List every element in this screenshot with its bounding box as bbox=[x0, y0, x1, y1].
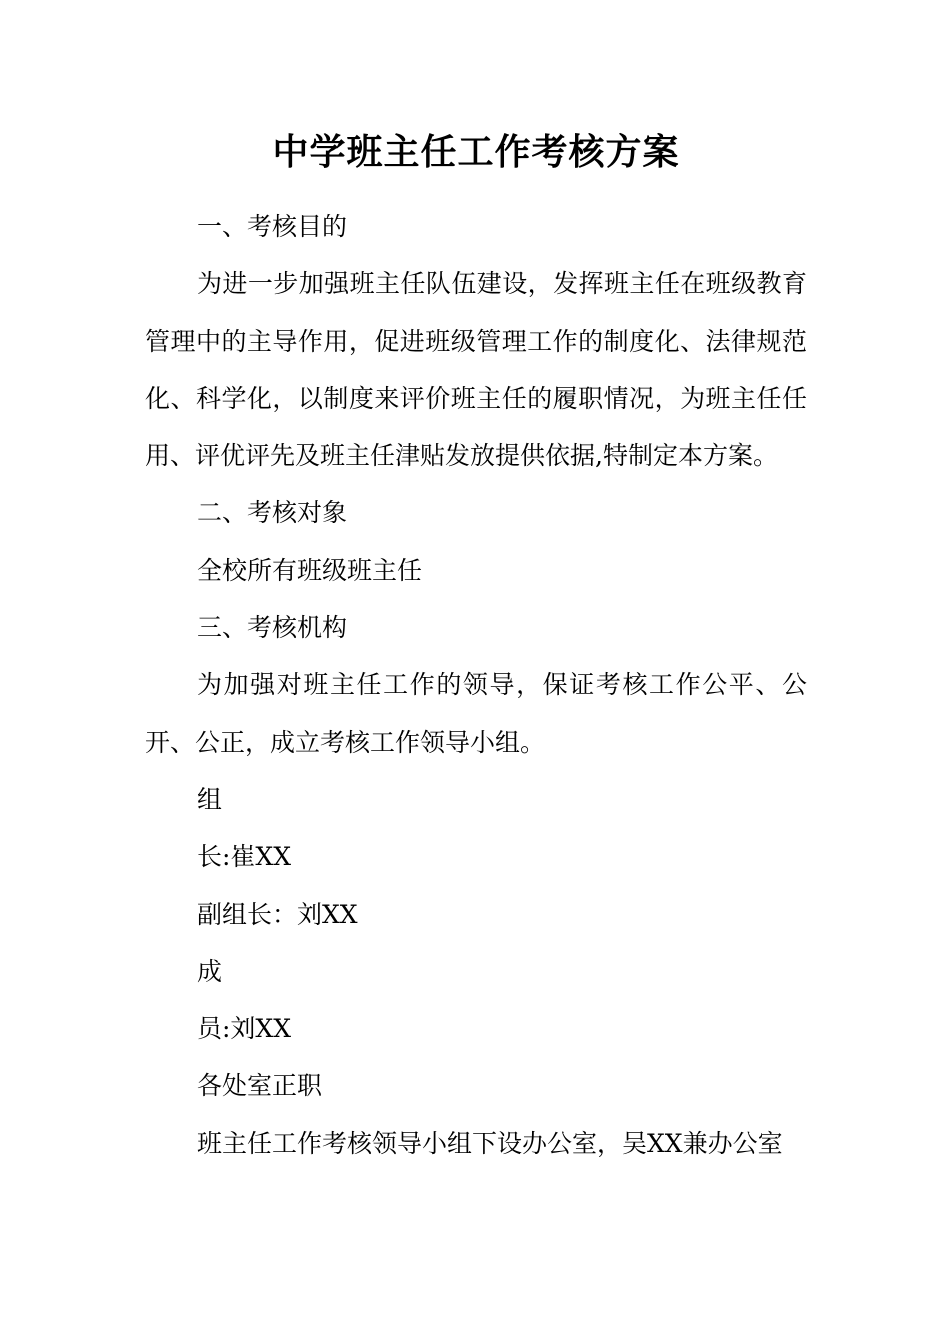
paragraph-purpose: 为进一步加强班主任队伍建设，发挥班主任在班级教育管理中的主导作用，促进班级管理工作的制度化、法律规范化、科学化，以制度来评价班主任的履职情况，为班主任任用、评优评先及班主任津贴发放提供依据,特制定本方案。 bbox=[145, 269, 807, 471]
section-heading-target: 二、考核对象 bbox=[197, 498, 348, 528]
leader-label-part1: 组 bbox=[197, 784, 223, 814]
paragraph-organization: 为加强对班主任工作的领导，保证考核工作公平、公开、公正，成立考核工作领导小组。 bbox=[145, 670, 807, 757]
member-label-part1: 成 bbox=[197, 956, 223, 986]
paragraph-target: 全校所有班级班主任 bbox=[197, 555, 423, 585]
leader-line: 长:崔XX bbox=[197, 842, 292, 872]
member-departments-line: 各处室正职 bbox=[197, 1071, 323, 1101]
document-body bbox=[145, 198, 807, 1172]
section-heading-organization: 三、考核机构 bbox=[197, 613, 348, 643]
member-line: 员:刘XX bbox=[197, 1014, 292, 1044]
section-heading-purpose: 一、考核目的 bbox=[197, 212, 348, 241]
document-title: 中学班主任工作考核方案 bbox=[272, 132, 680, 173]
paragraph-office: 班主任工作考核领导小组下设办公室，吴XX兼办公室 bbox=[197, 1128, 783, 1158]
deputy-leader-line: 副组长：刘XX bbox=[197, 899, 358, 929]
